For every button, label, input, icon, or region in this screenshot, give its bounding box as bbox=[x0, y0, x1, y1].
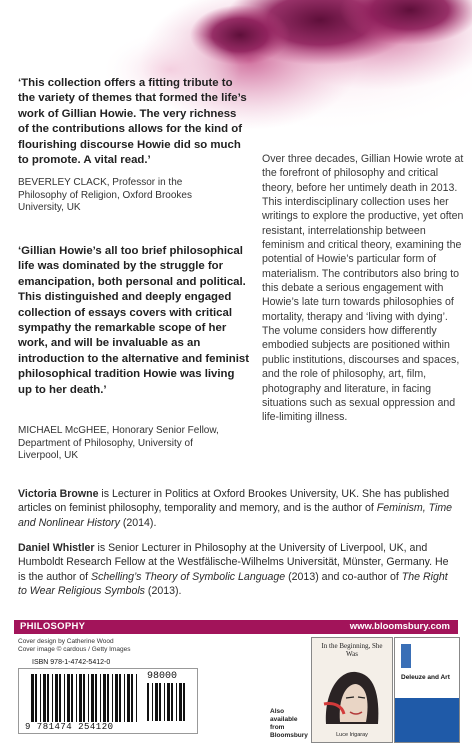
barcode-bar bbox=[183, 683, 185, 721]
barcode-bar bbox=[71, 674, 73, 722]
bio-text: (2014). bbox=[119, 516, 157, 529]
barcode-bar bbox=[164, 683, 165, 721]
barcode-bar bbox=[35, 674, 37, 722]
barcode-bar bbox=[147, 683, 149, 721]
book-description: Over three decades, Gillian Howie wrote at the forefront of philosophy and critical theory, before her untimely death in 2013. This interdisciplinary collection uses her writings to explore the productive, yet often resistant, interrelationship between feminism and critical theory, examining the potential of Howie’s particular form of materialism. The contributors also bring to this debate a serious engagement with Howie’s late turn towards philosophies of mortality, therapy and ‘living with dying’. The volume considers how differently embodied subjects are positioned within public institutions, discourses and spaces, and the role of philosophy, art, film, photography and literature, in facing situations such as sexual oppression and life-limiting illness. bbox=[262, 153, 464, 424]
barcode-bar bbox=[131, 674, 133, 722]
cover-image-credit: Cover image © cardous / Getty Images bbox=[18, 646, 131, 653]
book-cover-deleuze-and-art[interactable] bbox=[394, 637, 460, 743]
barcode-bar bbox=[91, 674, 94, 722]
barcode-bar bbox=[52, 674, 53, 722]
book-title: The Right to Wear Religious Symbols bbox=[18, 570, 448, 597]
book-cover-title: Deleuze and Art bbox=[401, 674, 450, 681]
editor-name: Daniel Whistler bbox=[18, 542, 95, 554]
barcode-digits: 9 781474 254120 bbox=[25, 722, 114, 732]
barcode-bar bbox=[43, 674, 46, 722]
editor-bio-daniel-whistler bbox=[18, 541, 458, 598]
barcode-bar bbox=[95, 674, 97, 722]
barcode-bar bbox=[124, 674, 125, 722]
barcode-bars bbox=[31, 674, 141, 724]
publisher-website[interactable]: www.bloomsbury.com bbox=[349, 621, 450, 632]
barcode-bar bbox=[47, 674, 49, 722]
also-available-label: Also available from Bloomsbury bbox=[270, 708, 308, 739]
price-barcode-bars bbox=[147, 683, 187, 723]
barcode-bar bbox=[171, 683, 173, 721]
book-title: Feminism, Time and Nonlinear History bbox=[18, 502, 453, 529]
book-cover-author: Luce Irigaray bbox=[336, 732, 368, 738]
barcode-bar bbox=[152, 683, 153, 721]
barcode-bar bbox=[59, 674, 61, 722]
barcode-bar bbox=[103, 674, 106, 722]
barcode-bar bbox=[179, 683, 182, 721]
isbn-label: ISBN 978-1-4742-5412-0 bbox=[32, 659, 111, 666]
review-attribution-1: BEVERLEY CLACK, Professor in the Philosophy of Religion, Oxford Brookes University, UK bbox=[18, 177, 192, 213]
bio-text: is Lecturer in Politics at Oxford Brookes University, UK. She has published articles on feminist philosophy, temporality and memory, and is the author of bbox=[18, 488, 450, 515]
bio-text: (2013). bbox=[144, 584, 182, 597]
review-quote-2: ‘Gillian Howie’s all too brief philosophical life was dominated by the struggle for emancipation, both personal and political. This distinguished and deeply engaged collection of essays covers with critical sympathy the remarkable scope of her work, and will be invaluable as an introduction to the alternative and feminist philosophical tradition Howie was living up to her death.’ bbox=[18, 245, 249, 396]
barcode bbox=[18, 668, 198, 734]
barcode-bar bbox=[31, 674, 34, 722]
barcode-bar bbox=[159, 683, 161, 721]
barcode-bar bbox=[67, 674, 70, 722]
barcode-bar bbox=[40, 674, 41, 722]
cover-design-credit: Cover design by Catherine Wood bbox=[18, 638, 114, 645]
barcode-bar bbox=[55, 674, 58, 722]
book-cover-blue-band bbox=[395, 698, 459, 742]
barcode-bar bbox=[115, 674, 118, 722]
barcode-bar bbox=[167, 683, 170, 721]
barcode-bar bbox=[136, 674, 137, 722]
editor-name: Victoria Browne bbox=[18, 488, 99, 500]
face-illustration bbox=[320, 664, 384, 726]
category-bar bbox=[14, 620, 458, 634]
barcode-bar bbox=[119, 674, 121, 722]
barcode-bar bbox=[76, 674, 77, 722]
barcode-bar bbox=[107, 674, 109, 722]
bio-text: (2013) and co-author of bbox=[285, 570, 402, 583]
bio-text: is Senior Lecturer in Philosophy at the University of Liverpool, UK, and Humboldt Research Fellow at the Westfälische-Wilhelms Universität, Münster, Germany. He is the author of bbox=[18, 542, 449, 583]
price-code: 98000 bbox=[147, 671, 178, 682]
barcode-bar bbox=[112, 674, 113, 722]
book-cover-blue-panel bbox=[401, 644, 411, 668]
review-quote-1: ‘This collection offers a fitting tribute to the variety of themes that formed the life’s work of Gillian Howie. The very richness of the contributions allows for the kind of flourishing discourse Howie did so much to promote. A vital read.’ bbox=[18, 77, 247, 167]
barcode-bar bbox=[100, 674, 101, 722]
barcode-bar bbox=[155, 683, 158, 721]
book-title: Schelling’s Theory of Symbolic Language bbox=[91, 570, 286, 583]
barcode-bar bbox=[79, 674, 82, 722]
barcode-bar bbox=[83, 674, 85, 722]
book-cover-in-the-beginning[interactable] bbox=[311, 637, 393, 743]
barcode-bar bbox=[127, 674, 130, 722]
barcode-bar bbox=[176, 683, 177, 721]
book-cover-title: In the Beginning, She Was bbox=[321, 642, 383, 658]
editor-bio-victoria-browne bbox=[18, 487, 458, 530]
barcode-bar bbox=[64, 674, 65, 722]
barcode-bar bbox=[88, 674, 89, 722]
category-label: PHILOSOPHY bbox=[20, 621, 86, 632]
review-attribution-2: MICHAEL McGHEE, Honorary Senior Fellow, Department of Philosophy, University of Liverpool, UK bbox=[18, 425, 219, 461]
